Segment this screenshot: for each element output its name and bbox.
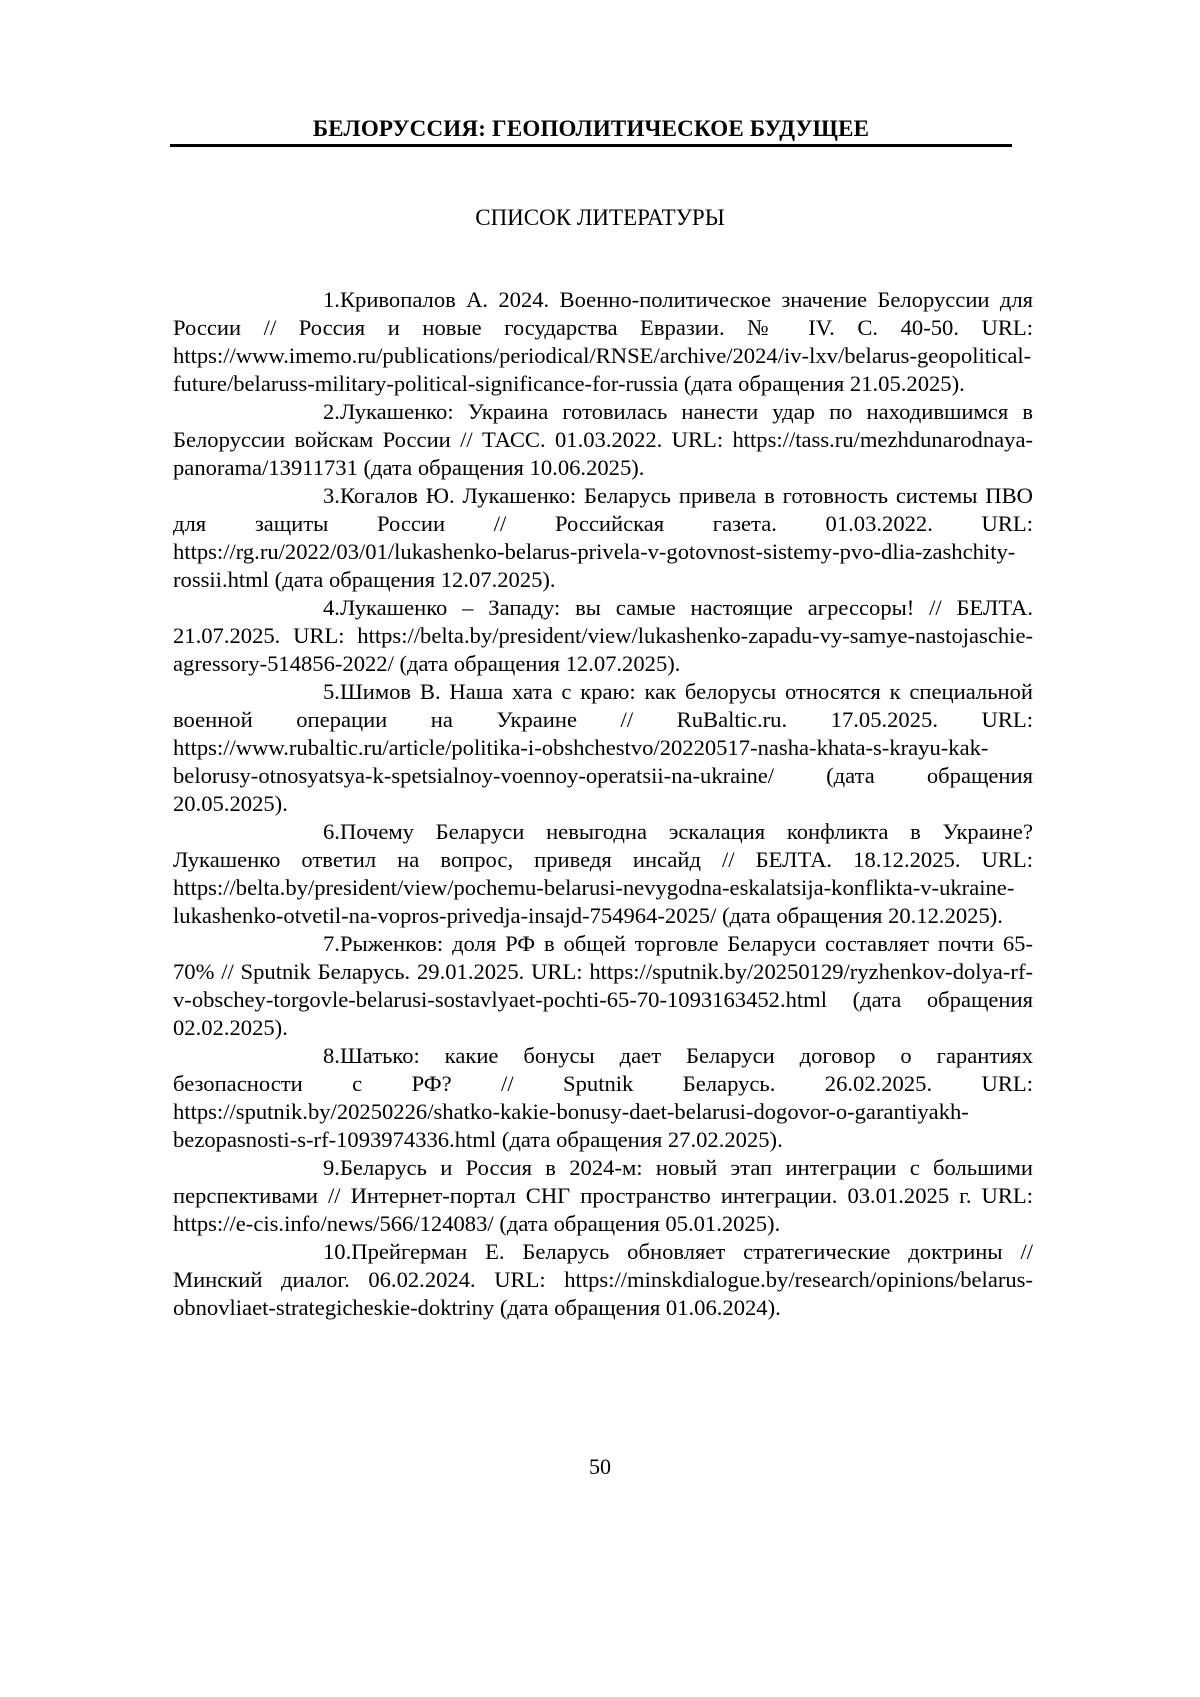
reference-number: 8. (323, 1043, 340, 1068)
reference-item (173, 930, 1033, 1042)
reference-item (173, 594, 1033, 678)
reference-list (173, 286, 1033, 1322)
reference-number: 5. (323, 679, 340, 704)
reference-item (173, 818, 1033, 930)
reference-item (173, 1238, 1033, 1322)
reference-number: 1. (323, 287, 340, 312)
reference-text: Шатько: какие бонусы дает Беларуси договор о гарантиях безопасности с РФ? // Sputnik Беларусь. 26.02.2025. URL: https://sputnik.by/20250226/shatko-kakie-bonusy-daet-belarusi-dogovor-o-garantiyakh-bezopasnosti-s-rf-1093974336.html (дата обращения 27.02.2025). (173, 1043, 1033, 1152)
reference-text: Беларусь и Россия в 2024-м: новый этап интеграции с большими перспективами // Интернет-портал СНГ пространство интеграции. 03.01.2025 г. URL: https://e-cis.info/news/566/124083/ (дата обращения 05.01.2025). (173, 1155, 1033, 1236)
reference-item (173, 398, 1033, 482)
reference-text: Кривопалов А. 2024. Военно-политическое значение Белоруссии для России // Россия и новые государства Евразии. № IV. С. 40-50. URL: https://www.imemo.ru/publications/periodical/RNSE/archive/2024/iv-lxv/belarus-geopolitical-future/belaruss-military-political-significance-for-russia (дата обращения 21.05.2025). (173, 287, 1033, 396)
header-divider (170, 144, 1012, 147)
reference-number: 9. (323, 1155, 340, 1180)
reference-number: 10. (323, 1239, 352, 1264)
reference-text: Лукашенко: Украина готовилась нанести удар по находившимся в Белоруссии войскам России // ТАСС. 01.03.2022. URL: https://tass.ru/mezhdunarodnaya-panorama/13911731 (дата обращения 10.06.2025). (173, 399, 1033, 480)
reference-text: Лукашенко – Западу: вы самые настоящие агрессоры! // БЕЛТА. 21.07.2025. URL: https://belta.by/president/view/lukashenko-zapadu-vy-samye-nastojaschie-agressory-514856-2022/ (дата обращения 12.07.2025). (173, 595, 1033, 676)
reference-text: Шимов В. Наша хата с краю: как белорусы относятся к специальной военной операции на Украине // RuBaltic.ru. 17.05.2025. URL: https://www.rubaltic.ru/article/politika-i-obshchestvo/20220517-nasha-khata-s-krayu-kak-belorusy-otnosyatsya-k-spetsialnoy-voennoy-operatsii-na-ukraine/ (дата обращения 20.05.2025). (173, 679, 1033, 816)
reference-number: 3. (323, 483, 340, 508)
reference-text: Когалов Ю. Лукашенко: Беларусь привела в готовность системы ПВО для защиты России // Российская газета. 01.03.2022. URL: https://rg.ru/2022/03/01/lukashenko-belarus-privela-v-gotovnost-sistemy-pvo-dlia-zashchity-rossii.html (дата обращения 12.07.2025). (173, 483, 1033, 592)
reference-number: 2. (323, 399, 340, 424)
page-number: 50 (589, 1454, 611, 1479)
reference-item (173, 482, 1033, 594)
section-title: СПИСОК ЛИТЕРАТУРЫ (475, 205, 725, 230)
running-header: БЕЛОРУССИЯ: ГЕОПОЛИТИЧЕСКОЕ БУДУЩЕЕ (312, 116, 870, 141)
reference-number: 6. (323, 819, 340, 844)
reference-text: Почему Беларуси невыгодна эскалация конфликта в Украине? Лукашенко ответил на вопрос, приведя инсайд // БЕЛТА. 18.12.2025. URL: https://belta.by/president/view/pochemu-belarusi-nevygodna-eskalatsija-konflikta-v-ukraine-lukashenko-otvetil-na-vopros-privedja-insajd-754964-2025/ (дата обращения 20.12.2025). (173, 819, 1033, 928)
reference-item (173, 286, 1033, 398)
reference-number: 4. (323, 595, 340, 620)
reference-item (173, 1154, 1033, 1238)
reference-item (173, 678, 1033, 818)
reference-number: 7. (323, 931, 340, 956)
reference-item (173, 1042, 1033, 1154)
reference-text: Прейгерман Е. Беларусь обновляет стратегические доктрины // Минский диалог. 06.02.2024. URL: https://minskdialogue.by/research/opinions/belarus-obnovliaet-strategicheskie-doktriny (дата обращения 01.06.2024). (173, 1239, 1033, 1320)
reference-text: Рыженков: доля РФ в общей торговле Беларуси составляет почти 65-70% // Sputnik Беларусь. 29.01.2025. URL: https://sputnik.by/20250129/ryzhenkov-dolya-rf-v-obschey-torgovle-belarusi-sostavlyaet-pochti-65-70-1093163452.html (дата обращения 02.02.2025). (173, 931, 1033, 1040)
